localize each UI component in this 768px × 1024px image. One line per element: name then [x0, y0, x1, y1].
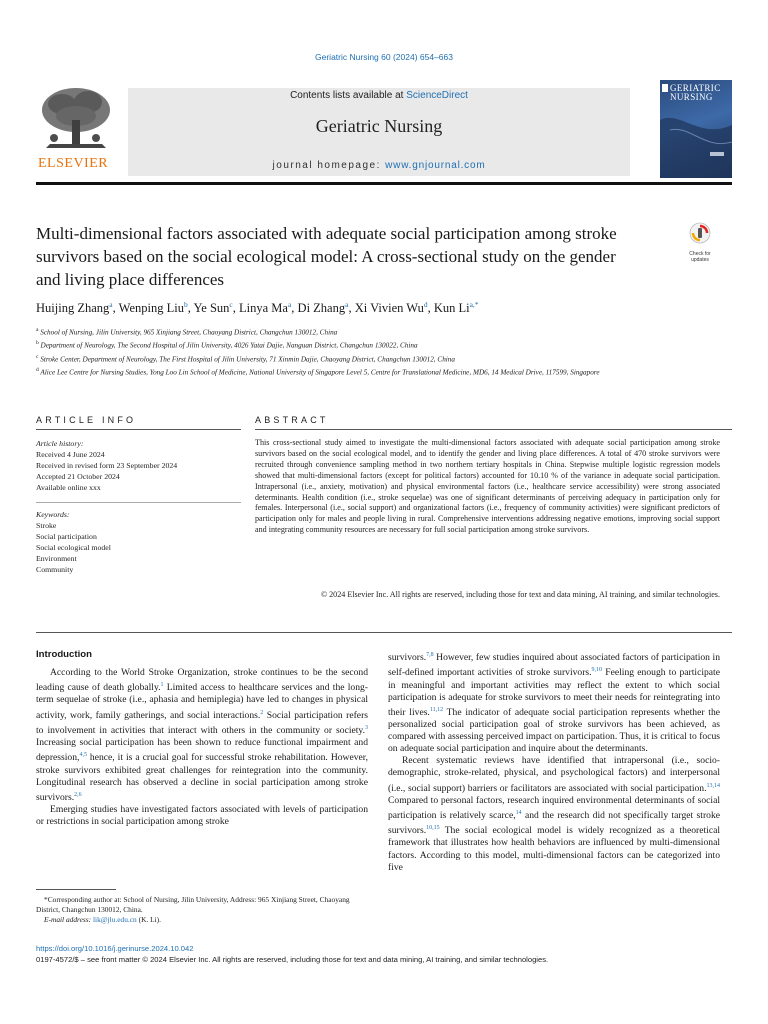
article-history-head: Article history: — [36, 439, 84, 448]
keywords-rule — [36, 502, 241, 503]
corresponding-author-text: *Corresponding author at: School of Nursing, Jilin University, Address: 965 Xinjiang Street, Chaoyang District, Changchun 130012, China. — [36, 895, 350, 914]
cover-title-line2: NURSING — [670, 92, 713, 102]
history-item: Available online xxx — [36, 483, 101, 492]
homepage-prefix: journal homepage: — [272, 160, 386, 171]
citation-link[interactable]: 13,14 — [706, 782, 720, 789]
history-item: Received 4 June 2024 — [36, 450, 105, 459]
check-updates-label — [680, 251, 720, 263]
citation-link[interactable]: 3 — [365, 724, 368, 731]
author-affiliation-marker[interactable]: a,* — [469, 300, 479, 309]
body-paragraph: Emerging studies have investigated factors associated with levels of participation or restrictions in social participation among stroke — [36, 803, 368, 828]
check-for-updates-button[interactable] — [680, 222, 720, 262]
elsevier-wordmark: ELSEVIER — [38, 156, 109, 171]
abstract-copyright: © 2024 Elsevier Inc. All rights are reserved, including those for text and data mining, AI training, and similar technologies. — [320, 590, 720, 599]
keyword-item: Environment — [36, 554, 77, 563]
affiliation-item — [36, 352, 636, 365]
article-title: Multi-dimensional factors associated with adequate social participation among stroke survivors based on the social ecological model: A cross-sectional study on the gender and living place differences — [36, 224, 617, 289]
body-column-right — [388, 649, 720, 874]
keyword-item: Social participation — [36, 532, 97, 541]
history-item: Accepted 21 October 2024 — [36, 472, 120, 481]
article-info-rule — [36, 429, 241, 430]
introduction-heading: Introduction — [36, 649, 92, 660]
author-affiliation-marker[interactable]: a — [345, 300, 349, 309]
citation-link[interactable]: 2,6 — [74, 791, 82, 798]
affiliation-text: Alice Lee Centre for Nursing Studies, Yong Loo Lin School of Medicine, National University of Singapore Level 5, Centre for Translational Medicine, MD6, 14 Medical Drive, 117599, Singapore — [38, 368, 600, 377]
author-name[interactable]: Wenping Liu — [118, 301, 184, 316]
citation-link[interactable]: 14 — [515, 809, 522, 816]
corresponding-author-footnote — [36, 895, 368, 925]
citation-link[interactable]: 2 — [260, 709, 264, 716]
left-paragraphs — [36, 667, 368, 828]
homepage-line — [128, 160, 630, 171]
citation-link[interactable]: 4,5 — [79, 752, 87, 759]
article-info-label: ARTICLE INFO — [36, 415, 137, 425]
contents-line — [128, 90, 630, 101]
cover-title-line1: GERIATRIC — [670, 83, 721, 93]
check-updates-line2: updates — [691, 257, 709, 263]
email-line — [36, 915, 368, 925]
affiliation-marker: b — [36, 340, 39, 347]
author-name[interactable]: Ye Sun — [193, 301, 230, 316]
article-history — [36, 438, 241, 493]
masthead — [36, 83, 732, 178]
journal-cover-image[interactable] — [660, 80, 732, 178]
author-name[interactable]: Linya Ma — [239, 301, 288, 316]
author-affiliation-marker[interactable]: a — [287, 300, 292, 309]
body-paragraph: Recent systematic reviews have identified that intrapersonal (i.e., socio-demographic, stroke-related, physical, and psychological factors) and interpersonal (i.e., social support) barriers or facilitators are associated with social participation.$^{13,14}$ Compared to personal factors, research inquired environmental determinants of social participation is relatively scarce,$^{14}$ and the research did not specifically target stroke survivors.$^{10,15}$ The social ecological model is widely recognized as a theoretical framework that illustrates how health behaviors are influenced by multi-dimensional factors. According to this model, multi-dimensional factors can be categorized into five — [388, 755, 720, 873]
affiliation-text: Stroke Center, Department of Neurology, The First Hospital of Jilin University, 71 Xinmin Dajie, Chaoyang District, Changchun 130012, China — [38, 355, 455, 364]
citation-link[interactable]: 1 — [160, 682, 164, 689]
affiliation-list — [36, 325, 636, 379]
affiliation-item — [36, 338, 636, 351]
author-email-link[interactable]: lik@jlu.edu.cn — [93, 915, 137, 924]
abstract-rule — [255, 429, 732, 430]
author-affiliation-marker[interactable]: a — [109, 300, 113, 309]
issn-line: 0197-4572/$ – see front matter © 2024 Elsevier Inc. All rights are reserved, including those for text and data mining, AI training, and similar technologies. — [36, 955, 549, 964]
keywords — [36, 509, 241, 575]
right-paragraphs — [388, 649, 720, 874]
email-label: E-mail address: — [44, 915, 93, 924]
author-name[interactable]: Di Zhang — [297, 301, 346, 316]
author-name[interactable]: Huijing Zhang — [36, 301, 110, 316]
body-paragraph: survivors.$^{7,8}$ However, few studies inquired about associated factors of participation in self-defined important activities of stroke survivors.$^{9,10}$ Feeling enough to participate in meaningful and important activities may reflect the extent to which social participation is adequate for stroke survivors to meet their needs for reintegrating into their lives.$^{11,12}$ The indicator of adequate social participation represents whether the personalized social participation goal of stroke survivors has been achieved, as compared with assessing perceived impact on participation. Thus, it is critical to focus on adequate social participation and inquire about the determinants. — [388, 652, 720, 755]
sciencedirect-link[interactable]: ScienceDirect — [406, 90, 468, 101]
body-paragraph: According to the World Stroke Organization, stroke continues to be the second leading cause of death globally.$^1$ Limited access to healthcare services and the long-term sequelae of stroke (i.e., aphasia and hemiplegia) have led to changes in physical activity, work, family gatherings, and social interactions.$^2$ Social participation refers to involvement in activities that interact with others in the community or society.$^3$ Increasing social participation has been shown to reduce functional impairment and depression,$^{4,5}$ hence, it is a crucial goal for successful stroke rehabilitation. However, stroke survivors exhibited great challenges for reintegration into the community. Longitudinal research has observed a decline in social participation among stroke survivors.$^{2,6}$ — [36, 667, 368, 803]
contents-prefix: Contents lists available at — [290, 90, 407, 101]
journal-banner — [128, 88, 630, 176]
affiliation-text: School of Nursing, Jilin University, 965 Xinjiang Street, Chaoyang District, Changchun 130012, China — [38, 328, 338, 337]
keyword-item: Social ecological model — [36, 543, 111, 552]
citation-link[interactable]: 9,10 — [591, 667, 603, 674]
check-updates-icon — [689, 222, 711, 244]
keywords-head: Keywords: — [36, 510, 70, 519]
keyword-item: Community — [36, 565, 74, 574]
abstract-text: This cross-sectional study aimed to investigate the multi-dimensional factors associated with adequate social participation among stroke survivors based on the social ecological model, and to identify the gender and living place differences. A total of 470 stroke survivors were recruited through convenience sampling method in two northern tertiary hospitals in China. Stepwise multiple logistic regression models showed that multi-dimensional factors (except for political factors) accounted for 10.10 % of the variance in adequate social participation. Intrapersonal (i.e., anxiety, motivation) and physical environmental factors (i.e., healthcare service accessibility) were strong associated determinants. Health condition (i.e., stroke sequelae) was one of significant determinants of perceiving adequacy in participation only for females. Interpersonal (i.e., social support) and organizational factors (i.e., frequency of community activities) were significant predictors of participation only for males and people living in rural. Comprehensive interventions addressing negative emotions, improving social support and integrating community resources are necessary for full social participation among stroke survivors. — [255, 438, 720, 535]
doi-link[interactable]: https://doi.org/10.1016/j.gerinurse.2024.10.042 — [36, 944, 194, 953]
keyword-item: Stroke — [36, 521, 57, 530]
citation-link[interactable]: 11,12 — [429, 706, 444, 713]
cover-art — [660, 80, 732, 178]
body-rule — [36, 632, 732, 633]
affiliation-marker: a — [36, 327, 39, 333]
citation-link[interactable]: 7,8 — [426, 652, 434, 658]
author-name[interactable]: Kun Li — [433, 301, 470, 316]
journal-homepage-link[interactable]: www.gnjournal.com — [385, 160, 486, 171]
affiliation-item — [36, 325, 636, 338]
journal-citation-link[interactable]: Geriatric Nursing 60 (2024) 654–663 — [315, 52, 453, 62]
author-name[interactable]: Xi Vivien Wu — [354, 301, 424, 316]
body-column-left — [36, 649, 368, 828]
affiliation-marker: c — [36, 353, 39, 360]
affiliation-text: Department of Neurology, The Second Hospital of Jilin University, 4026 Yatai Dajie, Nanguan District, Changchun 130022, China — [38, 341, 418, 350]
author-affiliation-marker[interactable]: b — [183, 300, 188, 309]
masthead-rule — [36, 182, 732, 185]
email-suffix: (K. Li). — [136, 915, 161, 924]
journal-title: Geriatric Nursing — [315, 116, 443, 136]
author-affiliation-marker[interactable]: d — [423, 300, 428, 309]
author-list: Huijing Zhang$^a$, Wenping Liu$^b$, Ye Sun$^c$, Linya Ma$^a$, Di Zhang$^a$, Xi Vivien Wu$^d$, Kun $Li^{a,*}$ — [36, 300, 479, 316]
footnote-rule — [36, 889, 116, 890]
author-affiliation-marker[interactable]: c — [229, 300, 233, 309]
citation-link[interactable]: 10,15 — [426, 825, 440, 832]
affiliation-item — [36, 365, 636, 378]
check-updates-line1: Check for — [689, 251, 711, 257]
affiliation-marker: d — [36, 367, 39, 374]
history-item: Received in revised form 23 September 2024 — [36, 461, 178, 470]
abstract-label: ABSTRACT — [255, 415, 329, 425]
